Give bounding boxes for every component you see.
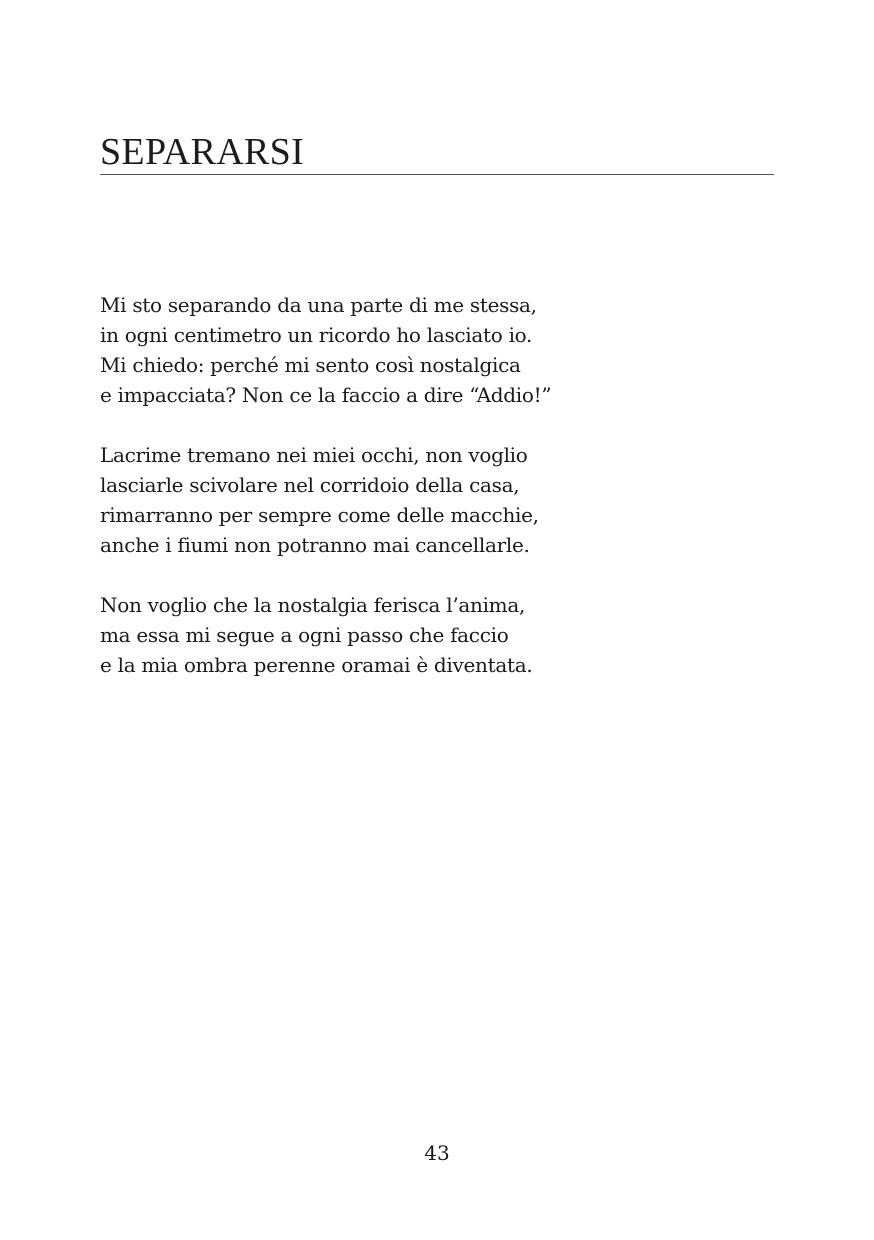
poem-line: anche i fiumi non potranno mai cancellarle. <box>100 533 530 557</box>
title-underline <box>100 174 774 175</box>
poem-title: SEPARARSI <box>100 131 305 173</box>
page-number: 43 <box>424 1141 450 1165</box>
poem-line: e la mia ombra perenne oramai è diventata. <box>100 653 533 677</box>
poem-line: e impacciata? Non ce la faccio a dire “Addio!” <box>100 383 552 407</box>
poem-line: ma essa mi segue a ogni passo che faccio <box>100 623 509 647</box>
stanza-2 <box>100 440 720 560</box>
poem-line: in ogni centimetro un ricordo ho lasciato io. <box>100 323 533 347</box>
stanza-1 <box>100 290 720 410</box>
stanza-3 <box>100 590 720 680</box>
poem-line: Mi chiedo: perché mi sento così nostalgica <box>100 353 521 377</box>
poem-line: Lacrime tremano nei miei occhi, non voglio <box>100 443 528 467</box>
poem-line: lasciarle scivolare nel corridoio della casa, <box>100 473 520 497</box>
poem-line: Mi sto separando da una parte di me stessa, <box>100 293 537 317</box>
poem-line: Non voglio che la nostalgia ferisca l’anima, <box>100 593 526 617</box>
poem-body <box>100 290 720 710</box>
poem-line: rimarranno per sempre come delle macchie, <box>100 503 539 527</box>
